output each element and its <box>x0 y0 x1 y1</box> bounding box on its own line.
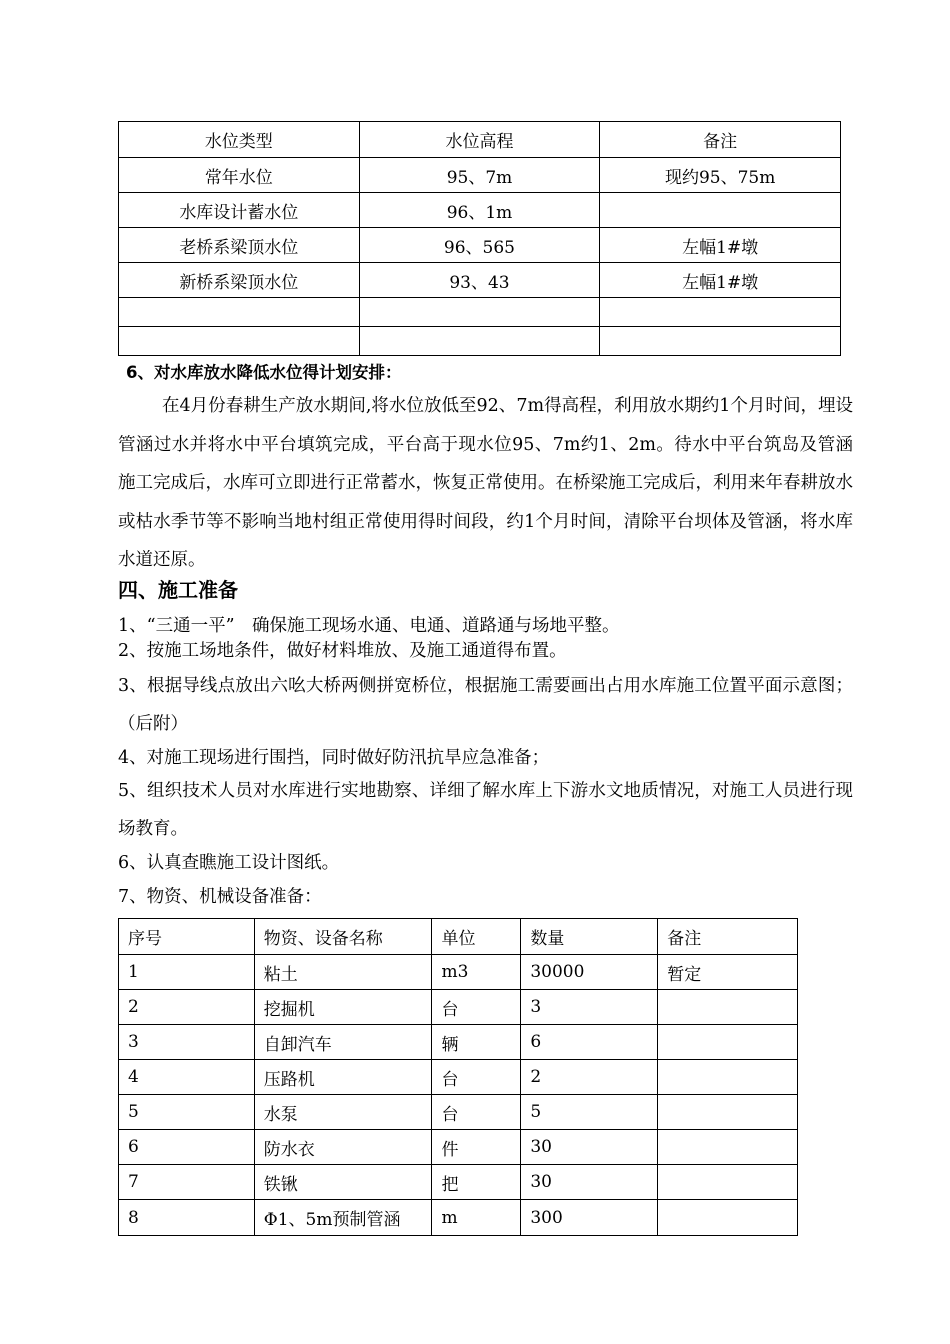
table-cell: 95、7m <box>359 158 600 193</box>
table-cell: 左幅1#墩 <box>600 263 841 298</box>
list-item: 4、对施工现场进行围挡，同时做好防汛抗旱应急准备； <box>118 748 550 768</box>
table-header-cell: 备注 <box>600 122 841 158</box>
list-item: 2、按施工场地条件，做好材料堆放、及施工通道得布置。 <box>118 641 567 661</box>
table-header-cell: 水位高程 <box>359 122 600 158</box>
table-cell: 辆 <box>432 1025 521 1060</box>
table-row <box>119 1165 798 1200</box>
list-item: 6、认真查瞧施工设计图纸。 <box>118 853 340 873</box>
table-cell: 7 <box>119 1165 255 1200</box>
table-cell: 件 <box>432 1130 521 1165</box>
table-cell: 把 <box>432 1165 521 1200</box>
table-row <box>119 1060 798 1095</box>
table-cell <box>658 1060 798 1095</box>
table-cell: 6 <box>521 1025 658 1060</box>
table-cell: 30000 <box>521 955 658 990</box>
table-cell: Φ1、5m预制管涵 <box>254 1200 432 1236</box>
table-cell <box>658 1095 798 1130</box>
table-cell: 5 <box>119 1095 255 1130</box>
table-cell: 96、565 <box>359 228 600 263</box>
table-cell: m <box>432 1200 521 1236</box>
table-cell: 自卸汽车 <box>254 1025 432 1060</box>
table-cell: 铁锹 <box>254 1165 432 1200</box>
table-cell <box>658 1025 798 1060</box>
table-cell: 挖掘机 <box>254 990 432 1025</box>
table-cell <box>119 298 360 327</box>
table-cell: 台 <box>432 1095 521 1130</box>
table-header-row <box>119 122 841 158</box>
table-header-cell: 单位 <box>432 919 521 955</box>
table-cell: 1 <box>119 955 255 990</box>
table-cell: 96、1m <box>359 193 600 228</box>
list-item: 3、根据导线点放出六吆大桥两侧拼宽桥位，根据施工需要画出占用水库施工位置平面示意图；（后附） <box>118 676 853 734</box>
table-cell: 93、43 <box>359 263 600 298</box>
table-cell: 5 <box>521 1095 658 1130</box>
table-cell: m3 <box>432 955 521 990</box>
table-cell: 4 <box>119 1060 255 1095</box>
table-row <box>119 263 841 298</box>
table-cell <box>119 327 360 356</box>
table-cell: 8 <box>119 1200 255 1236</box>
table-cell <box>658 1165 798 1200</box>
water-level-table <box>118 121 841 356</box>
table-row <box>119 228 841 263</box>
table-cell: 3 <box>521 990 658 1025</box>
table-row <box>119 298 841 327</box>
table-cell: 3 <box>119 1025 255 1060</box>
table-cell: 新桥系梁顶水位 <box>119 263 360 298</box>
table-header-cell: 序号 <box>119 919 255 955</box>
table-cell: 防水衣 <box>254 1130 432 1165</box>
table-row <box>119 327 841 356</box>
table-row <box>119 1200 798 1236</box>
table-row <box>119 193 841 228</box>
table-cell: 暂定 <box>658 955 798 990</box>
table-row <box>119 1095 798 1130</box>
table-cell <box>359 327 600 356</box>
table-cell <box>658 990 798 1025</box>
section6-title: 6、对水库放水降低水位得计划安排： <box>126 363 402 382</box>
list-item: 1、“三通一平” 确保施工现场水通、电通、道路通与场地平整。 <box>118 616 620 636</box>
table-cell <box>600 298 841 327</box>
table-cell: 现约95、75m <box>600 158 841 193</box>
table-cell: 老桥系梁顶水位 <box>119 228 360 263</box>
table-cell: 2 <box>521 1060 658 1095</box>
list-item: 5、组织技术人员对水库进行实地勘察、详细了解水库上下游水文地质情况，对施工人员进行现场教育。 <box>118 781 853 839</box>
section6-paragraph: 在4月份春耕生产放水期间,将水位放低至92、7m得高程，利用放水期约1个月时间，埋设管涵过水并将水中平台填筑完成，平台高于现水位95、7m约1、2m。待水中平台筑岛及管涵施工完成后，水库可立即进行正常蓄水，恢复正常使用。在桥梁施工完成后，利用来年春耕放水或枯水季节等不影响当地村组正常使用得时间段，约1个月时间，清除平台坝体及管涵，将水库水道还原。 <box>118 396 853 570</box>
table-row <box>119 1130 798 1165</box>
table-cell: 粘土 <box>254 955 432 990</box>
table-cell: 6 <box>119 1130 255 1165</box>
table-cell <box>658 1130 798 1165</box>
table-cell: 2 <box>119 990 255 1025</box>
table-header-cell: 物资、设备名称 <box>254 919 432 955</box>
table-cell: 台 <box>432 990 521 1025</box>
table-cell: 左幅1#墩 <box>600 228 841 263</box>
table-cell: 水泵 <box>254 1095 432 1130</box>
table-cell: 压路机 <box>254 1060 432 1095</box>
table-cell <box>359 298 600 327</box>
list-item: 7、物资、机械设备准备： <box>118 887 322 907</box>
table-header-row <box>119 919 798 955</box>
section-heading: 四、施工准备 <box>118 578 238 602</box>
table-cell <box>600 327 841 356</box>
table-header-cell: 水位类型 <box>119 122 360 158</box>
material-equipment-table <box>118 918 798 1236</box>
table-cell: 300 <box>521 1200 658 1236</box>
table-cell <box>658 1200 798 1236</box>
table-cell: 30 <box>521 1165 658 1200</box>
table-cell: 水库设计蓄水位 <box>119 193 360 228</box>
table-cell: 常年水位 <box>119 158 360 193</box>
table-header-cell: 备注 <box>658 919 798 955</box>
table-cell: 台 <box>432 1060 521 1095</box>
table-row <box>119 1025 798 1060</box>
table-row <box>119 955 798 990</box>
table-row <box>119 158 841 193</box>
table-row <box>119 990 798 1025</box>
table-header-cell: 数量 <box>521 919 658 955</box>
table-cell <box>600 193 841 228</box>
table-cell: 30 <box>521 1130 658 1165</box>
